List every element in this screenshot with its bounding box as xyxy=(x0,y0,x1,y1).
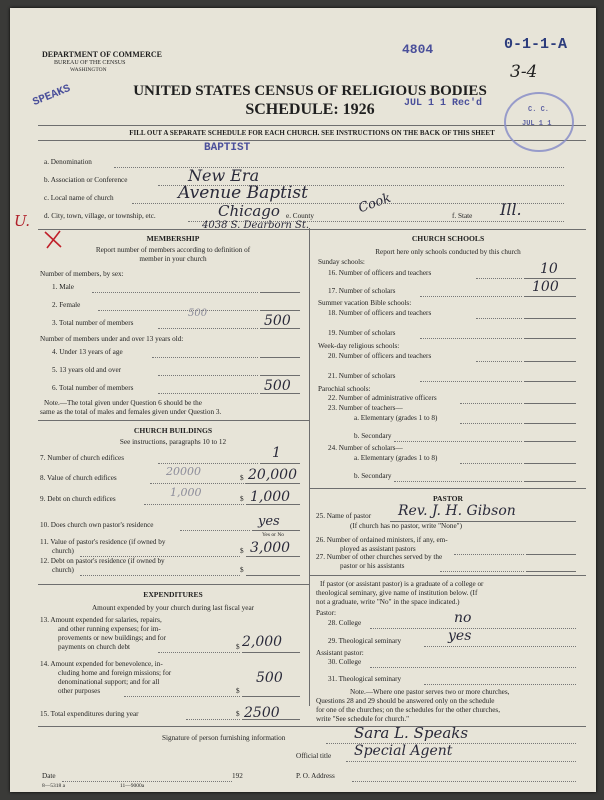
q28-label: 28. College xyxy=(328,619,362,627)
q27-label-a: 27. Number of other churches served by the xyxy=(316,553,443,561)
receipt-seal xyxy=(504,92,574,152)
q26-label-a: 26. Number of ordained ministers, if any, em- xyxy=(316,536,448,544)
q12-dollar: $ xyxy=(240,566,244,574)
q1-label: 1. Male xyxy=(52,283,74,291)
q17-label: 17. Number of scholars xyxy=(328,287,396,295)
county-value: Cook xyxy=(356,190,394,217)
local-name-value: Avenue Baptist xyxy=(178,183,308,203)
instruction-banner: FILL OUT A SEPARATE SCHEDULE FOR EACH CHURCH. SEE INSTRUCTIONS ON THE BACK OF THIS SHEET xyxy=(129,129,495,137)
q8-dollar: $ xyxy=(240,474,244,482)
schools-sub: Report here only schools conducted by this church xyxy=(375,248,521,256)
q20-label: 20. Number of officers and teachers xyxy=(328,352,432,360)
state-value: Ill. xyxy=(500,200,522,219)
q12-label-b: church) xyxy=(52,566,74,574)
q23-elementary: a. Elementary (grades 1 to 8) xyxy=(354,414,438,422)
q24-elementary: a. Elementary (grades 1 to 8) xyxy=(354,454,438,462)
graduate-note3: not a graduate, write "No" in the space indicated.) xyxy=(316,598,460,606)
q13-label-d: payments on church debt xyxy=(58,643,131,651)
q14-label-d: other purposes xyxy=(58,687,101,695)
q26-label-b: ployed as assistant pastors xyxy=(340,545,416,553)
q2-label: 2. Female xyxy=(52,301,81,309)
date-label: Date xyxy=(42,772,56,780)
denomination-stamp: BAPTIST xyxy=(204,142,251,154)
signature-value: Sara L. Speaks xyxy=(354,724,469,742)
received-date-stamp: JUL 1 1 Rec'd xyxy=(404,98,483,109)
q11-label-b: church) xyxy=(52,547,74,555)
q23-secondary: b. Secondary xyxy=(354,432,392,440)
q14-value: 500 xyxy=(256,670,283,686)
weekday-schools: Week-day religious schools: xyxy=(318,342,400,350)
q3-value: 500 xyxy=(264,313,291,329)
q10-value: yes xyxy=(258,514,280,529)
membership-sub2: member in your church xyxy=(139,255,207,263)
parochial-schools: Parochial schools: xyxy=(318,385,371,393)
q11-value: 3,000 xyxy=(250,540,291,556)
margin-mark: U. xyxy=(14,212,31,230)
schedule-title: SCHEDULE: 1926 xyxy=(245,101,375,118)
local-name-label: c. Local name of church xyxy=(44,194,114,202)
graduate-note2: theological seminary, give name of institution below. (If xyxy=(316,589,478,597)
q11-dollar: $ xyxy=(240,547,244,555)
buildings-sub: See instructions, paragraphs 10 to 12 xyxy=(119,438,227,446)
q9-value: 1,000 xyxy=(250,489,291,505)
pastor-note1: Note.—Where one pastor serves two or more churches, xyxy=(350,688,510,696)
code-stamp: 0-1-1-A xyxy=(504,36,568,53)
dept-name: DEPARTMENT OF COMMERCE xyxy=(42,50,163,59)
q3-pencil: 500 xyxy=(188,308,208,319)
pastor-name-value: Rev. J. H. Gibson xyxy=(398,503,516,519)
q9-dollar: $ xyxy=(240,495,244,503)
official-title-label: Official title xyxy=(296,752,332,760)
q3-label: 3. Total number of members xyxy=(52,319,134,327)
seal-date: JUL 1 1 xyxy=(522,120,552,128)
q27-label-b: pastor or his assistants xyxy=(340,562,405,570)
q8-value: 20,000 xyxy=(248,467,297,483)
graduate-note1: If pastor (or assistant pastor) is a graduate of a college or xyxy=(320,580,484,588)
q14-dollar: $ xyxy=(236,687,240,695)
code-handwritten: 3-4 xyxy=(510,62,538,82)
q29-label: 29. Theological seminary xyxy=(328,637,402,645)
seal-initials: C. C. xyxy=(528,106,550,114)
yes-no-hint: Yes or No xyxy=(262,532,285,538)
q24-label: 24. Number of scholars— xyxy=(328,444,403,452)
q4-label: 4. Under 13 years of age xyxy=(52,348,123,356)
form-number: 8—5318 a xyxy=(42,783,66,789)
q22-label: 22. Number of administrative officers xyxy=(328,394,437,402)
membership-note2: same as the total of males and females given under Question 3. xyxy=(40,408,222,416)
street-address: 4038 S. Dearborn St. xyxy=(202,220,310,231)
membership-title: MEMBERSHIP xyxy=(146,234,200,243)
schools-title: CHURCH SCHOOLS xyxy=(411,234,485,243)
q14-label-a: 14. Amount expended for benevolence, in- xyxy=(40,660,163,668)
membership-sub1: Report number of members according to definition of xyxy=(95,246,251,254)
q24-secondary: b. Secondary xyxy=(354,472,392,480)
q10-label: 10. Does church own pastor's residence xyxy=(40,521,154,529)
q15-value: 2500 xyxy=(244,705,280,721)
summer-schools: Summer vacation Bible schools: xyxy=(318,299,412,307)
q7-value: 1 xyxy=(272,445,281,461)
q29-value: yes xyxy=(448,628,472,644)
city-value: Chicago xyxy=(218,202,280,220)
pastor-sublabel: Pastor: xyxy=(316,609,336,617)
q12-label-a: 12. Debt on pastor's residence (if owned by xyxy=(40,557,165,565)
q16-label: 16. Number of officers and teachers xyxy=(328,269,432,277)
form-title: UNITED STATES CENSUS OF RELIGIOUS BODIES xyxy=(133,83,487,99)
q9-label: 9. Debt on church edifices xyxy=(40,495,116,503)
pastor-title: PASTOR xyxy=(432,494,464,503)
expenditures-sub: Amount expended by your church during last fiscal year xyxy=(91,604,255,612)
denomination-label: a. Denomination xyxy=(44,158,92,166)
q15-label: 15. Total expenditures during year xyxy=(40,710,139,718)
membership-note1: Note.—The total given under Question 6 should be the xyxy=(44,399,202,407)
members-by-sex: Number of members, by sex: xyxy=(40,270,124,278)
pastor-note3: for one of the churches; on the schedules for the other churches, xyxy=(316,706,501,714)
q25-label: 25. Name of pastor xyxy=(316,512,372,520)
q17-value: 100 xyxy=(532,279,559,295)
q7-label: 7. Number of church edifices xyxy=(40,454,125,462)
state-label: f. State xyxy=(452,212,473,220)
sunday-schools: Sunday schools: xyxy=(318,258,365,266)
q5-label: 5. 13 years old and over xyxy=(52,366,122,374)
q6-value: 500 xyxy=(264,378,291,394)
pastor-note2: Questions 28 and 29 should be answered only on the schedule xyxy=(316,697,495,705)
q13-dollar: $ xyxy=(236,643,240,651)
signature-label: Signature of person furnishing information xyxy=(162,734,286,742)
q13-label-a: 13. Amount expended for salaries, repairs, xyxy=(40,616,162,624)
q13-label-c: provements or new buildings; and for xyxy=(58,634,166,642)
q19-label: 19. Number of scholars xyxy=(328,329,396,337)
assistant-sublabel: Assistant pastor: xyxy=(316,649,364,657)
q8-label: 8. Value of church edifices xyxy=(40,474,117,482)
bureau-name: BUREAU OF THE CENSUS xyxy=(54,60,126,66)
q25-note: (If church has no pastor, write "None") xyxy=(350,522,462,530)
q13-label-b: and other running expenses; for im- xyxy=(58,625,161,633)
bureau-city: WASHINGTON xyxy=(70,67,107,73)
official-title-value: Special Agent xyxy=(354,743,453,759)
q14-label-b: cluding home and foreign missions; for xyxy=(58,669,172,677)
buildings-title: CHURCH BUILDINGS xyxy=(133,426,213,435)
q11-label-a: 11. Value of pastor's residence (if owned by xyxy=(40,538,166,546)
print-number: 11—9000a xyxy=(120,783,145,789)
q6-label: 6. Total number of members xyxy=(52,384,134,392)
q23-label: 23. Number of teachers— xyxy=(328,404,403,412)
q18-label: 18. Number of officers and teachers xyxy=(328,309,432,317)
expenditures-title: EXPENDITURES xyxy=(143,590,203,599)
pastor-note4: write "See schedule for church." xyxy=(316,715,410,723)
speaks-stamp: SPEAKS xyxy=(31,83,73,109)
q28-value: no xyxy=(454,610,472,626)
serial-stamp: 4804 xyxy=(402,42,434,57)
age-heading: Number of members under and over 13 years old: xyxy=(40,335,184,343)
q14-label-c: denominational support; and for all xyxy=(58,678,160,686)
county-label: e. County xyxy=(286,212,314,220)
city-label: d. City, town, village, or township, etc. xyxy=(44,212,156,220)
po-address-label: P. O. Address xyxy=(296,772,335,780)
q16-value: 10 xyxy=(540,261,558,277)
q31-label: 31. Theological seminary xyxy=(328,675,402,683)
q30-label: 30. College xyxy=(328,658,362,666)
q15-dollar: $ xyxy=(236,710,240,718)
association-label: b. Association or Conference xyxy=(44,176,128,184)
census-schedule-sheet xyxy=(10,8,596,792)
q21-label: 21. Number of scholars xyxy=(328,372,396,380)
q8-pencil: 20000 xyxy=(166,465,201,478)
date-year: 192 xyxy=(232,772,243,780)
q9-pencil: 1,000 xyxy=(170,486,202,499)
q13-value: 2,000 xyxy=(242,634,283,650)
association-value: New Era xyxy=(188,166,260,185)
